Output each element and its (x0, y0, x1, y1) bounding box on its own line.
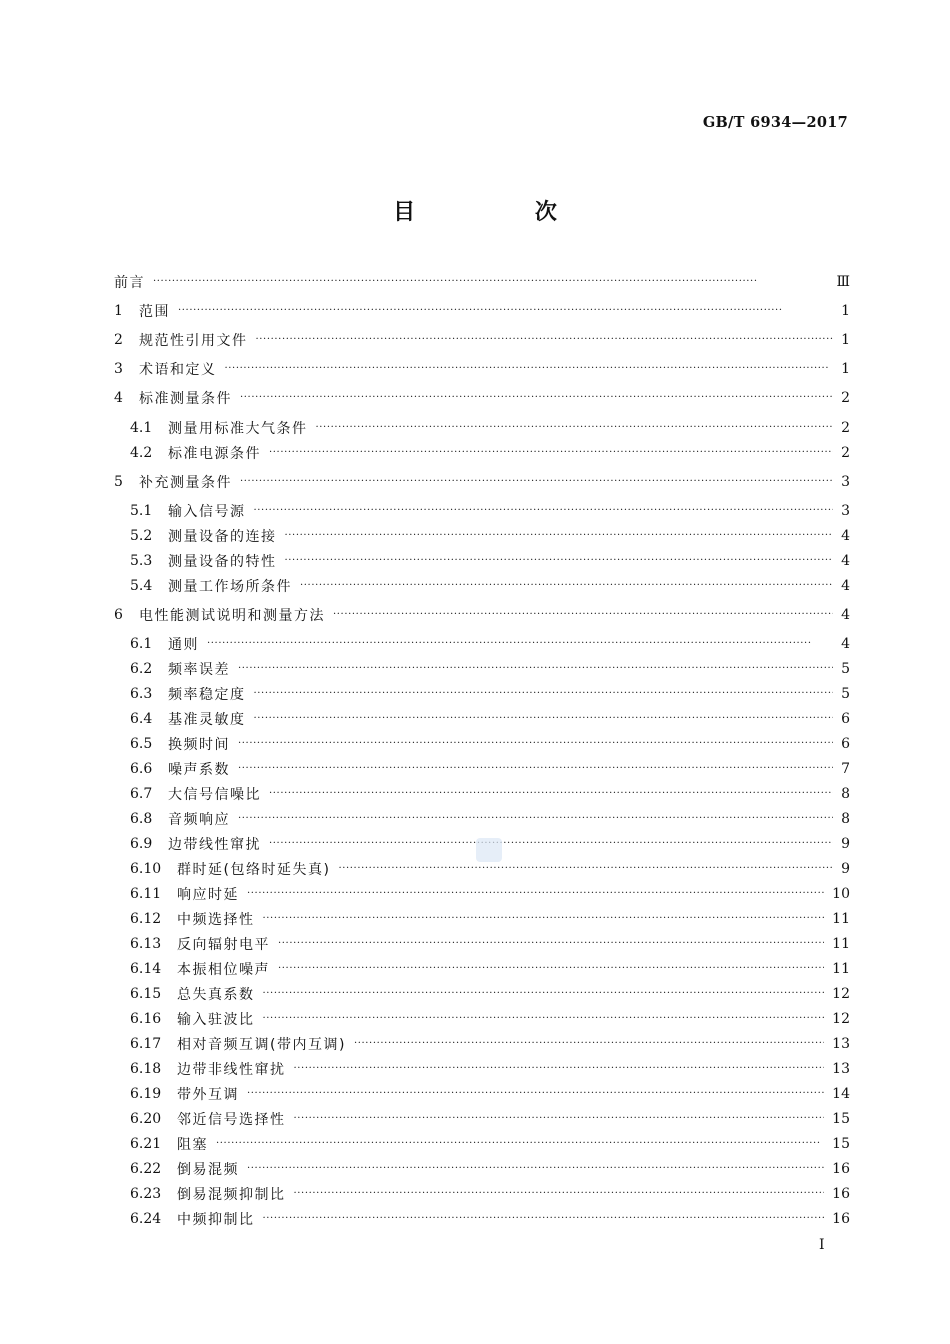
toc-entry-number: 1 (114, 303, 123, 319)
toc-entry-number: 6.21 (130, 1136, 162, 1152)
toc-entry-label: 电性能测试说明和测量方法 (139, 608, 325, 624)
toc-entry[interactable] (114, 357, 850, 381)
dot-leader (285, 524, 834, 548)
toc-entry-page: Ⅲ (836, 274, 850, 290)
toc-entry[interactable] (130, 1132, 850, 1156)
dot-leader (300, 574, 833, 598)
toc-entry-page: 16 (832, 1211, 850, 1227)
toc-entry-number: 6.17 (130, 1036, 162, 1052)
toc-entry[interactable] (130, 524, 850, 548)
toc-entry-page: 7 (841, 761, 850, 777)
toc-entry-number: 6.23 (130, 1186, 162, 1202)
toc-entry[interactable] (130, 1157, 850, 1181)
toc-entry-label: 群时延(包络时延失真) (177, 862, 331, 878)
toc-entry-number: 6.9 (130, 836, 153, 852)
toc-entry[interactable] (130, 632, 850, 656)
dot-leader (294, 1057, 825, 1081)
toc-entry[interactable] (130, 1007, 850, 1031)
toc-entry-label: 标准测量条件 (139, 391, 232, 407)
dot-leader (240, 470, 833, 494)
toc-entry-page: 1 (841, 361, 850, 377)
toc-entry-label: 输入驻波比 (177, 1012, 255, 1028)
toc-entry-page: 16 (832, 1161, 850, 1177)
toc-entry[interactable] (130, 1032, 850, 1056)
toc-entry-label: 术语和定义 (139, 362, 217, 378)
dot-leader (238, 807, 833, 831)
dot-leader (269, 782, 833, 806)
dot-leader (338, 857, 833, 881)
dot-leader (263, 1007, 825, 1031)
toc-entry[interactable] (130, 682, 850, 706)
dot-leader (254, 682, 834, 706)
toc-entry-page: 16 (832, 1186, 850, 1202)
dot-leader (238, 657, 833, 681)
toc-entry-page: 8 (841, 811, 850, 827)
dot-leader (294, 1107, 825, 1131)
toc-entry-number: 6.20 (130, 1111, 162, 1127)
dot-leader (278, 932, 824, 956)
toc-entry-page: 8 (841, 786, 850, 802)
toc-entry-label: 规范性引用文件 (139, 333, 248, 349)
dot-leader (153, 270, 828, 294)
toc-entry-number: 6.4 (130, 711, 153, 727)
toc-entry-label: 带外互调 (177, 1087, 239, 1103)
toc-entry-number: 6.7 (130, 786, 153, 802)
standard-code: GB/T 6934—2017 (702, 114, 848, 131)
toc-entry-page: 3 (841, 474, 850, 490)
toc-entry-number: 2 (114, 332, 123, 348)
toc-entry[interactable] (130, 707, 850, 731)
toc-entry-label: 范围 (139, 304, 170, 320)
toc-entry-page: 4 (841, 636, 850, 652)
toc-entry-number: 6.19 (130, 1086, 162, 1102)
toc-entry[interactable] (130, 1082, 850, 1106)
dot-leader (178, 299, 833, 323)
dot-leader (278, 957, 824, 981)
toc-entry-page: 11 (832, 911, 850, 927)
toc-entry-page: 15 (832, 1136, 850, 1152)
toc-entry-label: 总失真系数 (177, 987, 255, 1003)
toc-entry-page: 4 (841, 607, 850, 623)
toc-entry-page: 4 (841, 553, 850, 569)
toc-entry-page: 13 (832, 1036, 850, 1052)
toc-entry-label: 本振相位噪声 (177, 962, 270, 978)
toc-entry-page: 9 (841, 861, 850, 877)
toc-entry-page: 13 (832, 1061, 850, 1077)
toc-entry-number: 6.5 (130, 736, 153, 752)
toc-entry[interactable] (130, 982, 850, 1006)
dot-leader (254, 499, 834, 523)
toc-entry-label: 频率误差 (168, 662, 230, 678)
toc-entry[interactable] (130, 907, 850, 931)
toc-entry-number: 5.2 (130, 528, 153, 544)
toc-entry-label: 补充测量条件 (139, 475, 232, 491)
toc-entry-page: 2 (841, 390, 850, 406)
toc-entry[interactable] (130, 549, 850, 573)
dot-leader (207, 632, 833, 656)
dot-leader (316, 416, 834, 440)
toc-entry[interactable] (130, 782, 850, 806)
toc-entry[interactable] (114, 470, 850, 494)
toc-entry-number: 5.4 (130, 578, 153, 594)
toc-entry-label: 大信号信噪比 (168, 787, 261, 803)
toc-entry-number: 5.3 (130, 553, 153, 569)
toc-entry[interactable] (130, 416, 850, 440)
toc-entry-label: 反向辐射电平 (177, 937, 270, 953)
toc-entry-number: 6.18 (130, 1061, 162, 1077)
toc-entry-number: 5 (114, 474, 123, 490)
toc-entry-label: 阻塞 (177, 1137, 208, 1153)
page-title: 目 次 (393, 200, 613, 225)
toc-entry-label: 通则 (168, 637, 199, 653)
toc-entry-label: 标准电源条件 (168, 446, 261, 462)
toc-entry-label: 基准灵敏度 (168, 712, 246, 728)
toc-entry-page: 11 (832, 961, 850, 977)
toc-entry-number: 6.6 (130, 761, 153, 777)
toc-entry-number: 6.3 (130, 686, 153, 702)
toc-entry-label: 邻近信号选择性 (177, 1112, 286, 1128)
toc-entry-label: 测量用标准大气条件 (168, 421, 308, 437)
toc-entry[interactable] (114, 299, 850, 323)
toc-entry-number: 6.22 (130, 1161, 162, 1177)
toc-entry-label: 音频响应 (168, 812, 230, 828)
toc-entry[interactable] (130, 807, 850, 831)
toc-entry-label: 测量设备的连接 (168, 529, 277, 545)
toc-entry-number: 6.24 (130, 1211, 162, 1227)
toc-entry-page: 5 (841, 661, 850, 677)
toc-entry-number: 5.1 (130, 503, 153, 519)
toc-entry-page: 2 (841, 445, 850, 461)
toc-entry-label: 中频选择性 (177, 912, 255, 928)
toc-entry[interactable] (114, 270, 850, 294)
toc-entry[interactable] (114, 603, 850, 627)
toc-entry[interactable] (130, 657, 850, 681)
toc-entry-number: 6 (114, 607, 123, 623)
toc-entry-number: 6.11 (130, 886, 162, 902)
dot-leader (247, 1157, 824, 1181)
toc-entry-page: 4 (841, 528, 850, 544)
dot-leader (216, 1132, 824, 1156)
toc-entry[interactable] (130, 499, 850, 523)
toc-entry-page: 4 (841, 578, 850, 594)
toc-entry-page: 3 (841, 503, 850, 519)
toc-entry-label: 换频时间 (168, 737, 230, 753)
toc-entry[interactable] (130, 882, 850, 906)
toc-entry-page: 6 (841, 736, 850, 752)
toc-entry-label: 频率稳定度 (168, 687, 246, 703)
toc-entry-number: 4 (114, 390, 123, 406)
dot-leader (247, 1082, 824, 1106)
dot-leader (294, 1182, 825, 1206)
toc-entry-label: 中频抑制比 (177, 1212, 255, 1228)
toc-entry[interactable] (114, 328, 850, 352)
watermark-logo (476, 838, 502, 862)
dot-leader (238, 732, 833, 756)
dot-leader (238, 757, 833, 781)
toc-entry[interactable] (130, 957, 850, 981)
toc-entry-label: 边带非线性窜扰 (177, 1062, 286, 1078)
toc-entry-label: 相对音频互调(带内互调) (177, 1037, 346, 1053)
toc-entry-page: 2 (841, 420, 850, 436)
page-folio: I (819, 1237, 825, 1253)
dot-leader (333, 603, 833, 627)
dot-leader (263, 982, 825, 1006)
toc-entry-number: 6.15 (130, 986, 162, 1002)
dot-leader (263, 907, 825, 931)
toc-entry[interactable] (114, 386, 850, 410)
toc-entry-number: 6.16 (130, 1011, 162, 1027)
toc-entry-number: 6.14 (130, 961, 162, 977)
toc-entry-page: 10 (832, 886, 850, 902)
toc-entry-label: 边带线性窜扰 (168, 837, 261, 853)
dot-leader (354, 1032, 824, 1056)
dot-leader (285, 549, 834, 573)
dot-leader (254, 707, 834, 731)
toc-entry-page: 5 (841, 686, 850, 702)
toc-entry[interactable] (130, 1207, 850, 1231)
toc-entry-page: 1 (841, 303, 850, 319)
toc-entry[interactable] (130, 1057, 850, 1081)
toc-entry[interactable] (130, 732, 850, 756)
toc-entry-label: 噪声系数 (168, 762, 230, 778)
toc-entry-label: 倒易混频 (177, 1162, 239, 1178)
toc-entry-number: 3 (114, 361, 123, 377)
dot-leader (269, 441, 833, 465)
toc-entry-page: 14 (832, 1086, 850, 1102)
toc-entry-number: 6.8 (130, 811, 153, 827)
toc-entry[interactable] (130, 1182, 850, 1206)
toc-entry-page: 12 (832, 986, 850, 1002)
toc-entry-number: 4.2 (130, 445, 153, 461)
dot-leader (269, 832, 833, 856)
toc-entry-number: 4.1 (130, 420, 153, 436)
dot-leader (256, 328, 834, 352)
toc-entry-page: 1 (841, 332, 850, 348)
toc-entry[interactable] (130, 574, 850, 598)
dot-leader (240, 386, 833, 410)
toc-entry[interactable] (130, 441, 850, 465)
toc-entry-label: 前言 (114, 275, 145, 291)
toc-entry[interactable] (130, 757, 850, 781)
dot-leader (247, 882, 824, 906)
dot-leader (263, 1207, 825, 1231)
toc-entry-page: 9 (841, 836, 850, 852)
toc-entry-page: 12 (832, 1011, 850, 1027)
dot-leader (225, 357, 834, 381)
toc-entry[interactable] (130, 1107, 850, 1131)
toc-entry-label: 测量设备的特性 (168, 554, 277, 570)
toc-entry-page: 11 (832, 936, 850, 952)
toc-entry-number: 6.13 (130, 936, 162, 952)
toc-entry[interactable] (130, 932, 850, 956)
toc-entry-label: 倒易混频抑制比 (177, 1187, 286, 1203)
toc-entry-page: 15 (832, 1111, 850, 1127)
toc-entry-number: 6.2 (130, 661, 153, 677)
toc-entry-number: 6.10 (130, 861, 162, 877)
toc-entry-number: 6.1 (130, 636, 153, 652)
toc-entry-label: 测量工作场所条件 (168, 579, 292, 595)
toc-entry-page: 6 (841, 711, 850, 727)
toc-entry-label: 输入信号源 (168, 504, 246, 520)
toc-entry-number: 6.12 (130, 911, 162, 927)
toc-entry-label: 响应时延 (177, 887, 239, 903)
